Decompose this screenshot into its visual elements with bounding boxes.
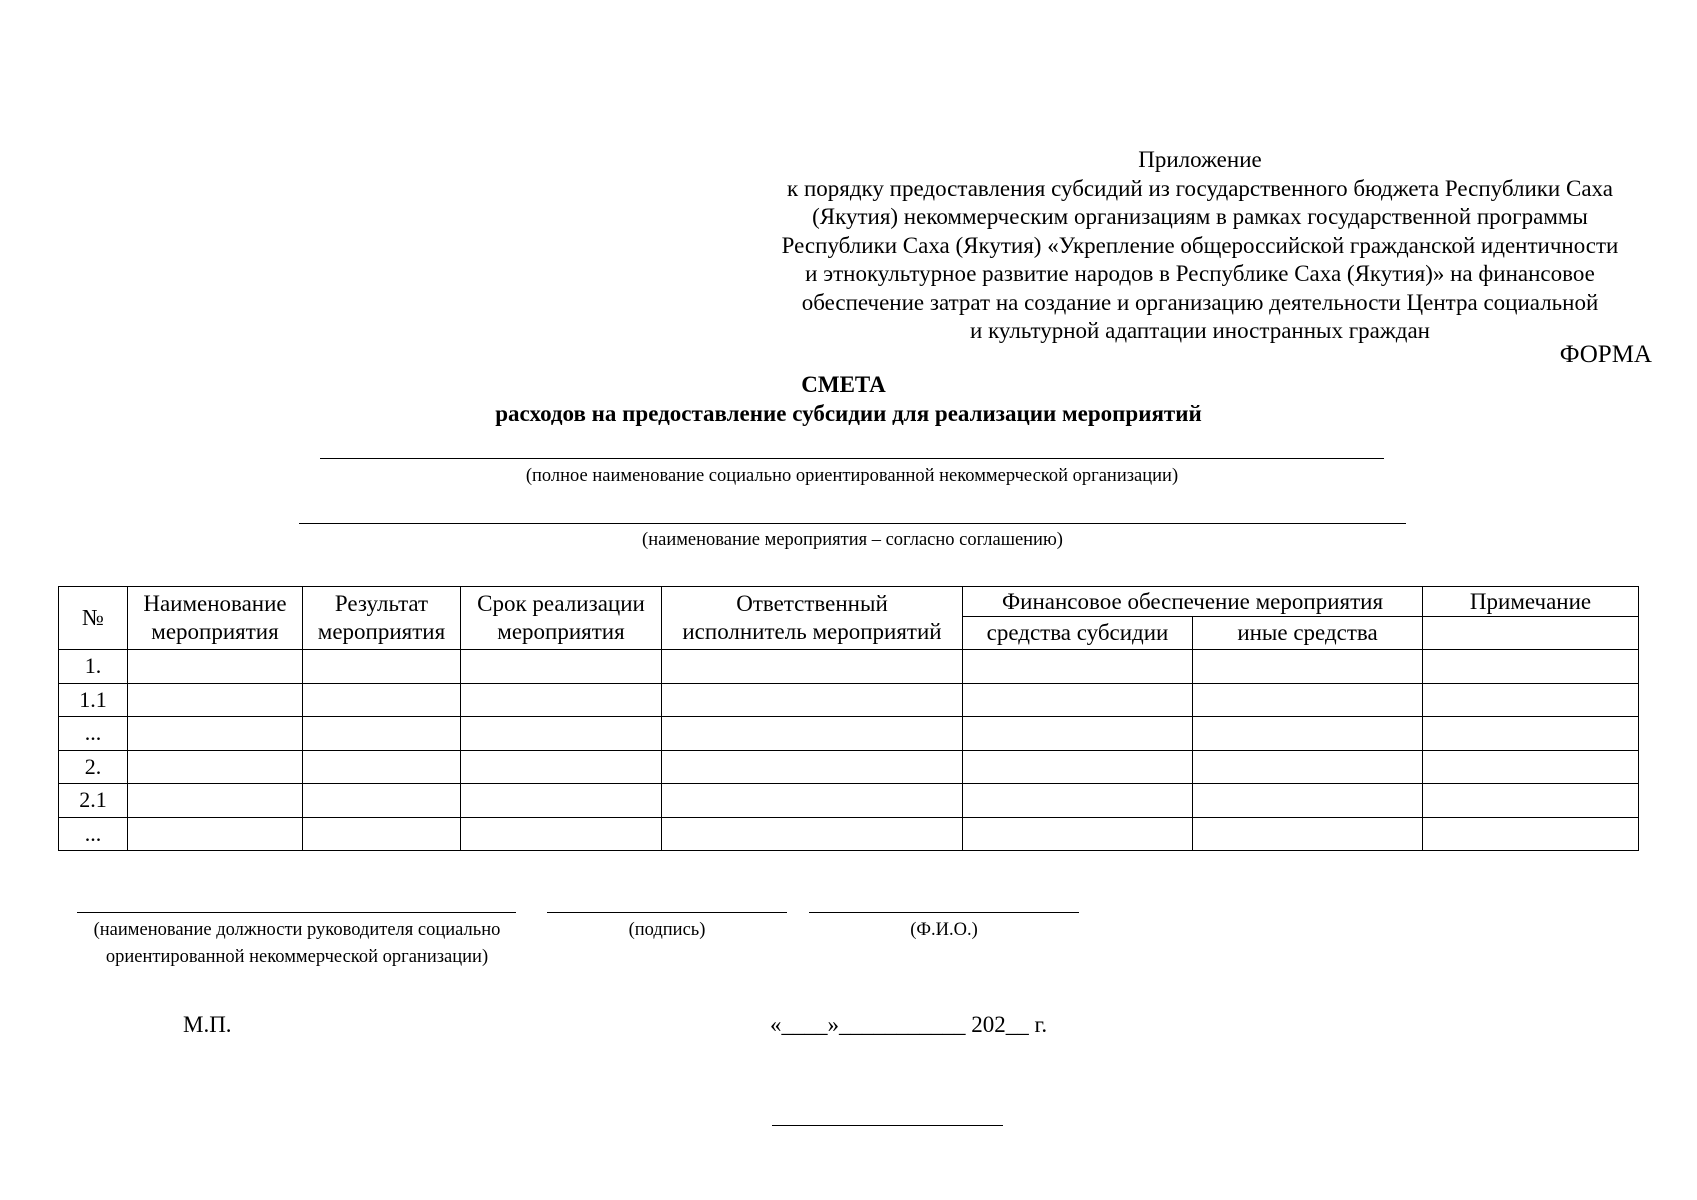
appendix-line: Республики Саха (Якутия) «Укрепление общероссийской гражданской идентичности <box>781 232 1619 258</box>
row-number: 1. <box>59 650 128 684</box>
table-cell[interactable] <box>662 817 963 851</box>
col-header-name-line: мероприятия <box>151 619 279 644</box>
fio-field-line[interactable] <box>809 912 1079 913</box>
table-row <box>59 817 1639 851</box>
table-cell[interactable] <box>303 717 461 751</box>
table-cell[interactable] <box>461 717 662 751</box>
col-header-term <box>461 587 662 650</box>
table-row <box>59 683 1639 717</box>
table-cell[interactable] <box>303 817 461 851</box>
date-field[interactable]: «____»___________ 202__ г. <box>770 1012 1048 1037</box>
table-cell[interactable] <box>461 683 662 717</box>
col-header-responsible-line: Ответственный <box>736 591 888 616</box>
table-cell[interactable] <box>303 683 461 717</box>
table-cell[interactable] <box>1193 650 1423 684</box>
table-cell[interactable] <box>128 717 303 751</box>
col-header-result-line: Результат <box>334 591 429 616</box>
org-name-caption: (полное наименование социально ориентированной некоммерческой организации) <box>525 466 1179 486</box>
estimate-table <box>58 586 1639 851</box>
appendix-line: (Якутия) некоммерческим организациям в рамках государственной программы <box>812 204 1588 229</box>
appendix-line: и этнокультурное развитие народов в Республике Саха (Якутия)» на финансовое <box>805 261 1595 286</box>
fio-caption: (Ф.И.О.) <box>910 920 978 940</box>
appendix-header <box>740 146 1660 346</box>
table-cell[interactable] <box>1193 784 1423 818</box>
table-cell[interactable] <box>461 750 662 784</box>
table-cell[interactable] <box>1193 817 1423 851</box>
col-header-term-line: мероприятия <box>497 619 625 644</box>
table-cell[interactable] <box>303 650 461 684</box>
table-cell[interactable] <box>662 683 963 717</box>
col-header-name <box>128 587 303 650</box>
row-number: 2.1 <box>59 784 128 818</box>
org-name-field-line[interactable] <box>320 458 1384 459</box>
row-number: ... <box>59 817 128 851</box>
col-header-num: № <box>59 587 128 650</box>
table-cell[interactable] <box>128 683 303 717</box>
table-cell[interactable] <box>1193 717 1423 751</box>
table-cell[interactable] <box>963 650 1193 684</box>
table-cell[interactable] <box>662 750 963 784</box>
col-header-name-line: Наименование <box>143 591 287 616</box>
col-header-note-blank <box>1423 617 1639 650</box>
bottom-line <box>772 1125 1003 1126</box>
col-header-term-line: Срок реализации <box>477 591 645 616</box>
table-cell[interactable] <box>1423 784 1639 818</box>
form-label: ФОРМА <box>1559 341 1652 368</box>
col-header-note: Примечание <box>1423 587 1639 617</box>
row-number: 1.1 <box>59 683 128 717</box>
col-header-responsible-line: исполнитель мероприятий <box>682 619 942 644</box>
table-cell[interactable] <box>963 784 1193 818</box>
col-header-other: иные средства <box>1193 617 1423 650</box>
col-header-finance: Финансовое обеспечение мероприятия <box>963 587 1423 617</box>
table-cell[interactable] <box>963 683 1193 717</box>
table-cell[interactable] <box>662 650 963 684</box>
table-cell[interactable] <box>303 750 461 784</box>
position-caption-line: ориентированной некоммерческой организации) <box>105 947 489 967</box>
col-header-subsidy: средства субсидии <box>963 617 1193 650</box>
appendix-line: обеспечение затрат на создание и организацию деятельности Центра социальной <box>801 289 1599 315</box>
table-row <box>59 717 1639 751</box>
document-subtitle: расходов на предоставление субсидии для реализации мероприятий <box>495 401 1202 426</box>
table-cell[interactable] <box>963 717 1193 751</box>
col-header-responsible <box>662 587 963 650</box>
table-cell[interactable] <box>1423 650 1639 684</box>
table-cell[interactable] <box>662 717 963 751</box>
position-caption <box>57 917 537 971</box>
table-cell[interactable] <box>461 650 662 684</box>
signature-field-line[interactable] <box>547 912 787 913</box>
table-cell[interactable] <box>1423 750 1639 784</box>
table-cell[interactable] <box>1423 683 1639 717</box>
stamp-label: М.П. <box>183 1012 232 1037</box>
row-number: ... <box>59 717 128 751</box>
row-number: 2. <box>59 750 128 784</box>
table-cell[interactable] <box>1423 817 1639 851</box>
table-cell[interactable] <box>1193 683 1423 717</box>
event-name-caption: (наименование мероприятия – согласно соглашению) <box>642 530 1063 550</box>
table-cell[interactable] <box>303 784 461 818</box>
table-cell[interactable] <box>963 750 1193 784</box>
table-row <box>59 784 1639 818</box>
table-row <box>59 650 1639 684</box>
appendix-line: и культурной адаптации иностранных граждан <box>970 318 1430 343</box>
table-cell[interactable] <box>128 750 303 784</box>
table-cell[interactable] <box>662 784 963 818</box>
table-cell[interactable] <box>1193 750 1423 784</box>
appendix-line: Приложение <box>1138 147 1262 172</box>
table-cell[interactable] <box>963 817 1193 851</box>
document-title: СМЕТА <box>801 372 886 397</box>
table-cell[interactable] <box>1423 717 1639 751</box>
position-field-line[interactable] <box>77 912 516 913</box>
signature-caption: (подпись) <box>628 920 706 940</box>
position-caption-line: (наименование должности руководителя социально <box>93 920 501 940</box>
table-cell[interactable] <box>128 784 303 818</box>
table-cell[interactable] <box>128 650 303 684</box>
col-header-result <box>303 587 461 650</box>
table-cell[interactable] <box>128 817 303 851</box>
event-name-field-line[interactable] <box>299 523 1406 524</box>
col-header-result-line: мероприятия <box>317 619 446 644</box>
table-cell[interactable] <box>461 817 662 851</box>
table-row <box>59 750 1639 784</box>
appendix-line: к порядку предоставления субсидий из государственного бюджета Республики Саха <box>787 175 1613 201</box>
table-cell[interactable] <box>461 784 662 818</box>
